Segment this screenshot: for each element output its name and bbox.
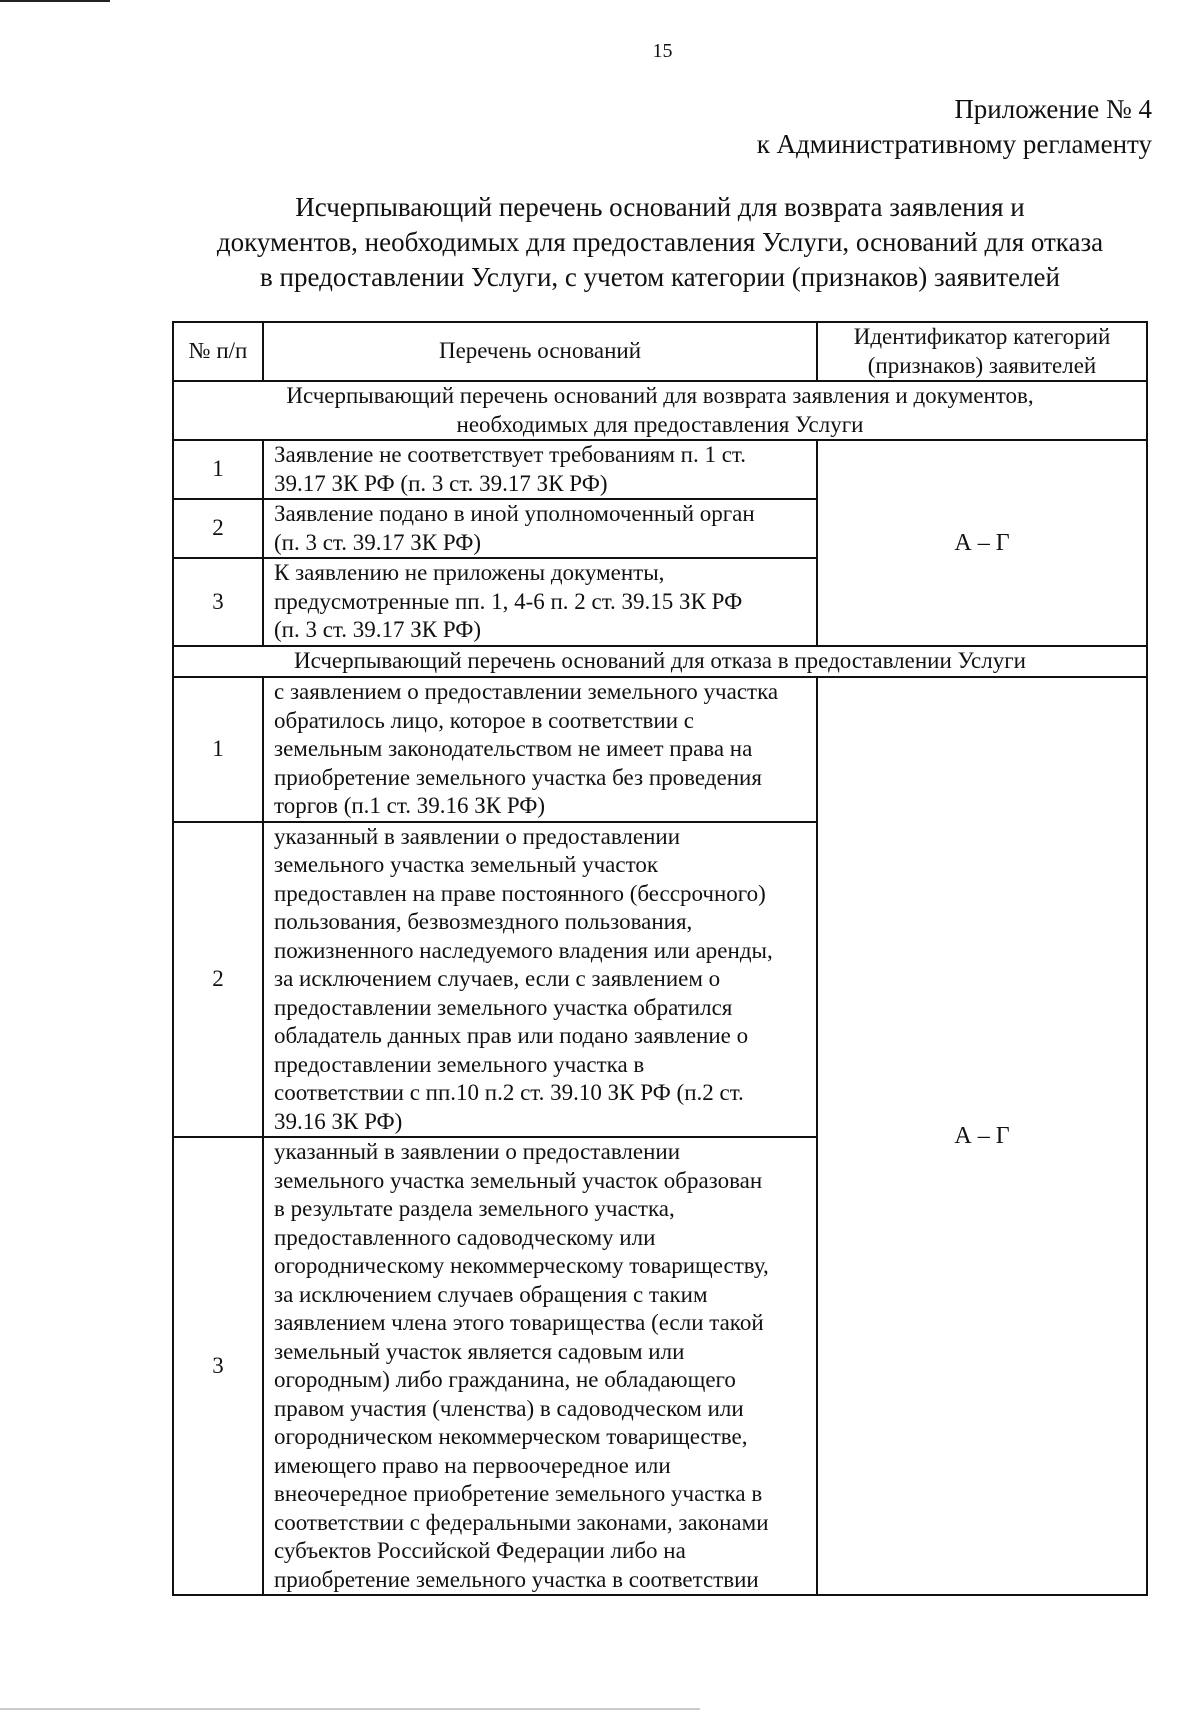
reason-line: указанный в заявлении о предоставлении bbox=[274, 823, 681, 849]
reason-line: заявлением члена этого товарищества (если такой bbox=[274, 1310, 764, 1335]
reason-line: предусмотренные пп. 1, 4-6 п. 2 ст. 39.15 ЗК РФ bbox=[274, 588, 743, 614]
reason-line: (п. 3 ст. 39.17 ЗК РФ) bbox=[274, 529, 482, 555]
title-line: документов, необходимых для предоставления Услуги, оснований для отказа bbox=[216, 227, 1104, 257]
reason-line: пожизненного наследуемого владения или аренды, bbox=[274, 937, 773, 963]
scan-artifact-line bbox=[0, 1708, 700, 1710]
reason-line: за исключением случаев обращения с таким bbox=[274, 1281, 708, 1307]
appendix-reference: к Административному регламенту bbox=[756, 129, 1152, 159]
reason-line: 39.17 ЗК РФ (п. 3 ст. 39.17 ЗК РФ) bbox=[274, 470, 608, 496]
page-number: 15 bbox=[652, 40, 673, 62]
reason-line: огородническому некоммерческому товариществу, bbox=[274, 1253, 769, 1278]
table-row bbox=[173, 440, 1147, 499]
header-num: № п/п bbox=[173, 322, 263, 381]
appendix-title: Приложение № 4 bbox=[954, 94, 1152, 124]
row-number: 1 bbox=[173, 440, 263, 499]
reason-line: указанный в заявлении о предоставлении bbox=[274, 1139, 681, 1164]
category-code: А – Г bbox=[817, 440, 1147, 646]
reason-text bbox=[263, 1137, 817, 1595]
header-category-line: Идентификатор категорий bbox=[853, 324, 1111, 349]
reason-line: огородническом некоммерческом товариществе, bbox=[274, 1424, 748, 1449]
reason-text bbox=[263, 558, 817, 646]
reason-text bbox=[263, 822, 817, 1138]
row-number: 3 bbox=[173, 558, 263, 646]
reason-line: предоставленного садоводческому или bbox=[274, 1224, 656, 1250]
category-code: А – Г bbox=[817, 677, 1147, 1595]
reason-line: правом участия (членства) в садоводческом или bbox=[274, 1395, 744, 1421]
header-category-line: (признаков) заявителей bbox=[867, 352, 1097, 378]
section-title bbox=[173, 381, 1147, 440]
reason-line: земельным законодательством не имеет права на bbox=[274, 736, 753, 761]
reason-text bbox=[263, 440, 817, 499]
reasons-table bbox=[172, 321, 1148, 1596]
row-number: 3 bbox=[173, 1137, 263, 1595]
header-category bbox=[817, 322, 1147, 381]
reason-line: земельного участка земельный участок образован bbox=[274, 1167, 763, 1193]
reason-line: пользования, безвозмездного пользования, bbox=[274, 909, 693, 934]
scan-artifact-line bbox=[0, 0, 110, 2]
reason-line: предоставлении земельного участка в bbox=[274, 1051, 645, 1077]
reason-line: приобретение земельного участка без проведения bbox=[274, 764, 762, 790]
header-reasons: Перечень оснований bbox=[263, 322, 817, 381]
appendix-header bbox=[757, 92, 1152, 162]
reason-line: внеочередное приобретение земельного участка в bbox=[274, 1481, 763, 1506]
reason-line: обладатель данных прав или подано заявление о bbox=[274, 1023, 749, 1048]
reason-line: приобретение земельного участка в соответствии bbox=[274, 1566, 759, 1592]
reason-line: земельного участка земельный участок bbox=[274, 852, 659, 877]
reason-text bbox=[263, 499, 817, 558]
document-title bbox=[170, 190, 1150, 295]
reason-line: Заявление подано в иной уполномоченный орган bbox=[274, 501, 755, 526]
section-title-row bbox=[173, 381, 1147, 440]
table-header-row bbox=[173, 322, 1147, 381]
reason-line: с заявлением о предоставлении земельного участка bbox=[274, 679, 779, 704]
reason-line: (п. 3 ст. 39.17 ЗК РФ) bbox=[274, 617, 482, 643]
reason-line: торгов (п.1 ст. 39.16 ЗК РФ) bbox=[274, 793, 546, 818]
reason-line: субъектов Российской Федерации либо на bbox=[274, 1538, 686, 1563]
reason-line: соответствии с федеральными законами, законами bbox=[274, 1509, 769, 1535]
reason-line: Заявление не соответствует требованиям п. 1 ст. bbox=[274, 442, 747, 467]
section-title: Исчерпывающий перечень оснований для отказа в предоставлении Услуги bbox=[173, 646, 1147, 677]
row-number: 1 bbox=[173, 677, 263, 822]
row-number: 2 bbox=[173, 499, 263, 558]
title-line: в предоставлении Услуги, с учетом категории (признаков) заявителей bbox=[260, 262, 1060, 292]
reason-line: за исключением случаев, если с заявлением о bbox=[274, 966, 721, 991]
reason-line: К заявлению не приложены документы, bbox=[274, 560, 665, 586]
table-row bbox=[173, 677, 1147, 822]
reason-line: предоставлен на праве постоянного (бессрочного) bbox=[274, 880, 766, 906]
row-number: 2 bbox=[173, 822, 263, 1138]
reason-line: огородным) либо гражданина, не обладающего bbox=[274, 1367, 736, 1392]
reason-line: имеющего право на первоочередное или bbox=[274, 1452, 671, 1478]
reason-line: обратилось лицо, которое в соответствии с bbox=[274, 707, 694, 733]
reason-line: земельный участок является садовым или bbox=[274, 1338, 685, 1364]
reason-line: в результате раздела земельного участка, bbox=[274, 1196, 675, 1221]
section-title-row bbox=[173, 646, 1147, 677]
reason-line: соответствии с пп.10 п.2 ст. 39.10 ЗК РФ (п.2 ст. bbox=[274, 1080, 744, 1105]
section-title-line: необходимых для предоставления Услуги bbox=[456, 411, 864, 437]
section-title-line: Исчерпывающий перечень оснований для возврата заявления и документов, bbox=[286, 383, 1034, 408]
title-line: Исчерпывающий перечень оснований для возврата заявления и bbox=[295, 192, 1025, 222]
reason-line: предоставлении земельного участка обратился bbox=[274, 994, 733, 1020]
reason-line: 39.16 ЗК РФ) bbox=[274, 1108, 403, 1134]
reason-text bbox=[263, 677, 817, 822]
